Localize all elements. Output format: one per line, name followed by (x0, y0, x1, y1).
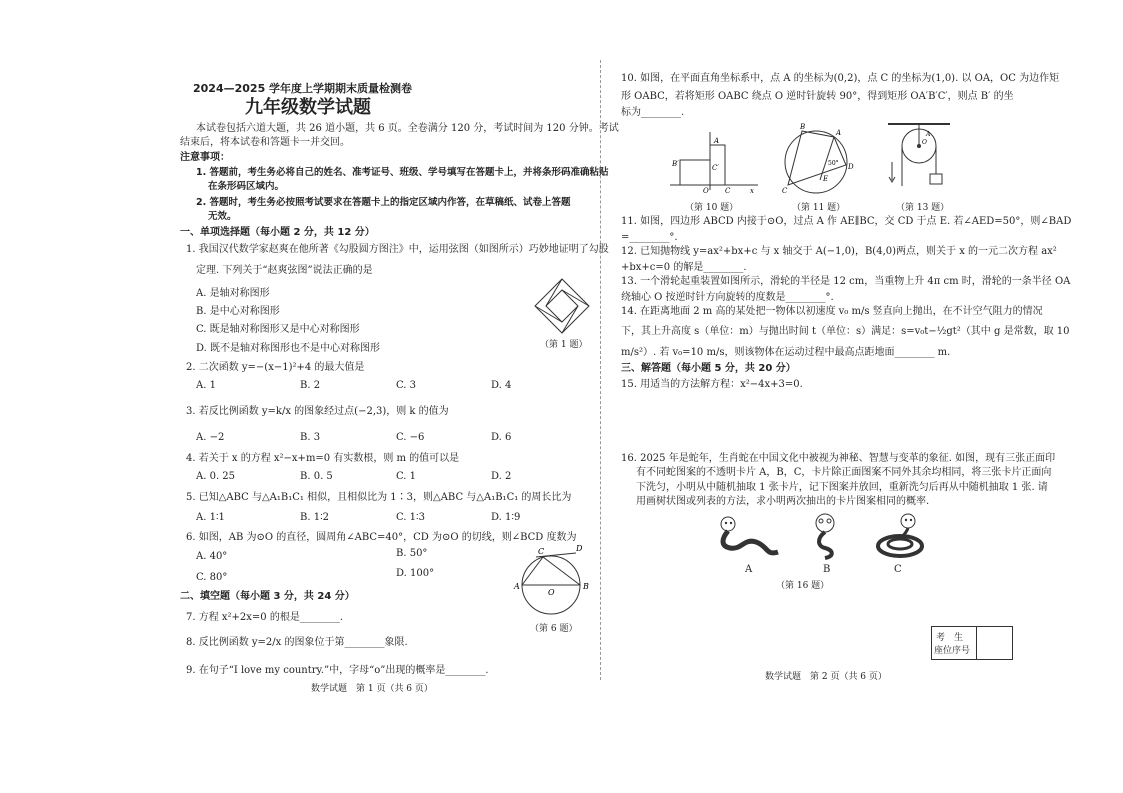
q11-label-a: A (836, 129, 842, 137)
q5-option-b: B. 1∶2 (300, 512, 330, 523)
snake-card-c-image (872, 512, 928, 560)
seat-label-line-2: 座位序号 (934, 646, 971, 656)
q8-text: 8. 反比例函数 y=2/x 的图象位于第________象限. (186, 637, 408, 648)
header-year: 2024—2025 学年度上学期期末质量检测卷 (193, 82, 413, 95)
q10-label-o: O (703, 187, 709, 195)
q10-label-x: x (750, 187, 754, 195)
q11-label-d: D (848, 163, 854, 171)
snake-label-c: C (894, 564, 902, 575)
q12-text-b: +bx+c=0 的解是________. (621, 262, 747, 273)
q10-label-c: C (725, 187, 731, 195)
q11-angle-label: 50° (828, 160, 839, 167)
q6-option-d: D. 100° (396, 568, 435, 579)
q11-label-b: B (800, 123, 806, 131)
notice-1a: 1. 答题前，考生务必将自己的姓名、准考证号、班级、学号填写在答题卡上，并将条形码准确粘贴 (196, 167, 609, 178)
exam-page-2 (600, 0, 1123, 793)
notice-1b: 在条形码区域内。 (208, 181, 285, 192)
q10-text-c: 标为________. (621, 107, 685, 118)
q3-option-d: D. 6 (491, 432, 512, 443)
q11-label-e: E (823, 175, 829, 183)
q2-option-b: B. 2 (300, 380, 321, 391)
q13-text-b: 绕轴心 O 按逆时针方向旋转的度数是________°. (621, 292, 834, 303)
q6-option-c: C. 80° (196, 572, 228, 583)
q10-figure-caption: （第 10 题） (685, 203, 739, 213)
section-3-heading: 三、解答题（每小题 5 分，共 20 分） (621, 363, 796, 374)
q5-option-a: A. 1∶1 (196, 512, 225, 523)
q5-option-d: D. 1∶9 (491, 512, 521, 523)
q11-circle-figure (780, 125, 852, 197)
q16-text-b: 有不同蛇图案的不透明卡片 A，B，C，卡片除正面图案不同外其余均相同，将三张卡片正面向 (636, 467, 1052, 478)
q1-option-c: C. 既是轴对称图形又是中心对称图形 (196, 324, 360, 335)
q10-coordinate-figure (670, 130, 760, 195)
q11-text-b: =________°. (621, 232, 678, 243)
q7-text: 7. 方程 x²+2x=0 的根是________. (186, 612, 344, 623)
q13-label-o: O (922, 139, 927, 146)
q16-figure-caption: （第 16 题） (776, 581, 830, 591)
notice-title: 注意事项： (180, 152, 230, 163)
snake-label-b: B (823, 564, 831, 575)
section-2-heading: 二、填空题（每小题 3 分，共 24 分） (180, 591, 355, 602)
q12-text-a: 12. 已知抛物线 y=ax²+bx+c 与 x 轴交于 A(−1,0)，B(4,0)两点，则关于 x 的一元二次方程 ax² (621, 246, 1057, 257)
q13-label-a: A (926, 131, 931, 138)
page-title: 九年级数学试题 (245, 97, 371, 118)
q4-option-a: A. 0. 25 (196, 471, 236, 482)
q1-figure-caption: （第 1 题） (540, 340, 588, 350)
section-1-heading: 一、单项选择题（每小题 2 分，共 12 分） (180, 227, 375, 238)
q2-option-c: C. 3 (396, 380, 417, 391)
q13-figure-caption: （第 13 题） (896, 203, 950, 213)
q3-text: 3. 若反比例函数 y=k/x 的图象经过点(−2,3)，则 k 的值为 (186, 406, 449, 417)
intro-line-1: 本试卷包括六道大题，共 26 道小题，共 6 页。全卷满分 120 分，考试时间为 120 分钟。考试 (196, 123, 619, 134)
notice-2b: 无效。 (208, 211, 237, 222)
q1-text-b: 定理. 下列关于“赵爽弦图”说法正确的是 (196, 265, 373, 276)
q6-option-b: B. 50° (396, 548, 428, 559)
q4-option-b: B. 0. 5 (300, 471, 333, 482)
seat-number-input[interactable] (977, 627, 1012, 659)
q2-text: 2. 二次函数 y=−(x−1)²+4 的最大值是 (186, 362, 365, 373)
snake-card-b-image (805, 512, 845, 560)
q14-text-b: 下，其上升高度 s（单位：m）与抛出时间 t（单位：s）满足：s=v₀t−½gt²（其中 g 是常数，取 10 (621, 326, 1070, 337)
q11-text-a: 11. 如图，四边形 ABCD 内接于⊙O，过点 A 作 AE∥BC，交 CD 于点 E. 若∠AED=50°，则∠BAD (621, 216, 1072, 227)
q11-figure-caption: （第 11 题） (792, 203, 846, 213)
q10-text-b: 形 OABC，若将矩形 OABC 绕点 O 逆时针旋转 90°，得到矩形 OA′B′C′，则点 B′ 的坐 (621, 91, 1014, 102)
q2-option-a: A. 1 (196, 380, 216, 391)
intro-line-2: 结束后，将本试卷和答题卡一并交回。 (180, 137, 350, 148)
page-1-footer: 数学试题 第 1 页（共 6 页） (311, 684, 433, 694)
q2-option-d: D. 4 (491, 380, 512, 391)
q6-figure-caption: （第 6 题） (530, 624, 578, 634)
q16-text-c: 下洗匀，小明从中随机抽取 1 张卡片，记下图案并放回，重新洗匀后再从中随机抽取 1 张. 请 (636, 482, 1048, 493)
q13-text-a: 13. 一个滑轮起重装置如图所示，滑轮的半径是 12 cm，当重物上升 4π cm 时，滑轮的一条半径 OA (621, 276, 1071, 287)
q3-option-c: C. −6 (396, 432, 425, 443)
q4-option-d: D. 2 (491, 471, 512, 482)
seat-label-line-1: 考 生 (936, 633, 964, 643)
q10-label-a: A (714, 137, 720, 145)
q1-option-a: A. 是轴对称图形 (196, 288, 270, 299)
q3-option-b: B. 3 (300, 432, 321, 443)
q6-label-b: B (583, 582, 589, 591)
q13-pulley-figure (884, 122, 954, 194)
q6-label-o: O (548, 588, 555, 597)
q15-text: 15. 用适当的方法解方程：x²−4x+3=0. (621, 379, 803, 390)
q1-option-b: B. 是中心对称图形 (196, 306, 280, 317)
q5-option-c: C. 1∶3 (396, 512, 425, 523)
seat-number-box (931, 626, 1013, 660)
q16-text-d: 用画树状图或列表的方法，求小明两次抽出的卡片图案相同的概率. (636, 496, 930, 507)
snake-card-a-image (712, 514, 782, 562)
seat-label-cell (932, 627, 977, 659)
q10-label-b-prime: B′ (672, 160, 679, 168)
page-2-footer: 数学试题 第 2 页（共 6 页） (765, 672, 887, 682)
q6-text: 6. 如图，AB 为⊙O 的直径，圆周角∠ABC=40°，CD 为⊙O 的切线，则∠BCD 度数为 (186, 532, 577, 543)
q6-option-a: A. 40° (196, 551, 228, 562)
q6-label-d: D (576, 544, 583, 553)
q3-option-a: A. −2 (196, 432, 225, 443)
q6-label-a: A (514, 582, 520, 591)
q4-option-c: C. 1 (396, 471, 417, 482)
q1-text-a: 1. 我国汉代数学家赵爽在他所著《勾股圆方图注》中，运用弦图（如图所示）巧妙地证明了勾股 (186, 244, 609, 255)
q4-text: 4. 若关于 x 的方程 x²−x+m=0 有实数根，则 m 的值可以是 (186, 453, 460, 464)
notice-2a: 2. 答题时，考生务必按照考试要求在答题卡上的指定区域内作答，在草稿纸、试卷上答题 (196, 197, 571, 208)
q14-text-a: 14. 在距离地面 2 m 高的某处把一物体以初速度 v₀ m/s 竖直向上抛出，在不计空气阻力的情况 (621, 306, 1043, 317)
q5-text: 5. 已知△ABC 与△A₁B₁C₁ 相似，且相似比为 1∶3，则△ABC 与△A₁B₁C₁ 的周长比为 (186, 492, 572, 503)
zhao-shuang-figure (532, 276, 592, 336)
snake-label-a: A (745, 564, 753, 575)
q9-text: 9. 在句子“I love my country.”中，字母“o”出现的概率是________. (186, 665, 489, 676)
q1-option-d: D. 既不是轴对称图形也不是中心对称图形 (196, 343, 381, 354)
q6-label-c: C (538, 547, 545, 556)
q10-label-c-prime: C′ (712, 164, 719, 172)
q14-text-c: m/s²）. 若 v₀=10 m/s，则该物体在运动过程中最高点距地面________ m. (621, 347, 951, 358)
q11-label-c: C (782, 187, 788, 195)
q10-text-a: 10. 如图，在平面直角坐标系中，点 A 的坐标为(0,2)，点 C 的坐标为(1,0). 以 OA，OC 为边作矩 (621, 73, 1060, 84)
q6-circle-figure (506, 545, 596, 615)
q16-text-a: 16. 2025 年是蛇年，生肖蛇在中国文化中被视为神秘、智慧与变革的象征. 如图，现有三张正面印 (621, 453, 1056, 464)
